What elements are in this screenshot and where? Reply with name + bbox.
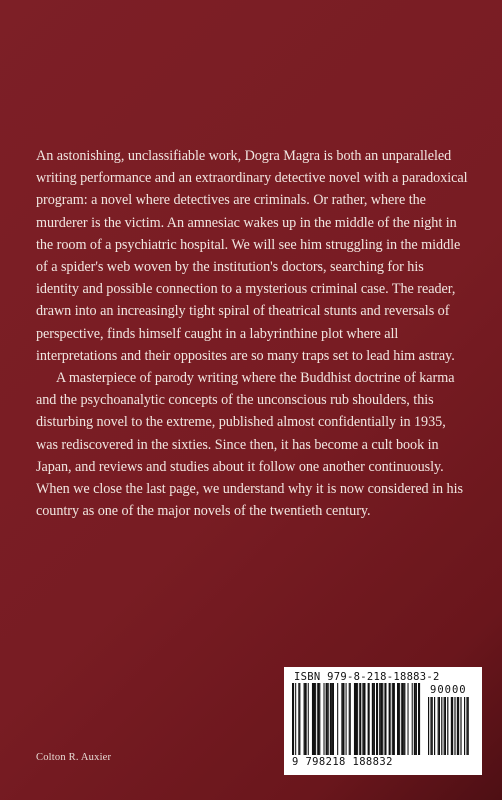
blurb-paragraph-2: A masterpiece of parody writing where the Buddhist doctrine of karma and the psychoanalytic concepts of the unconscious rub shoulders, this disturbing novel to the extreme, published almost confidentially in 1935, was rediscovered in the sixties. Since then, it has become a cult book in Japan, and reviews and studies about it follow one another continuously. When we close the last page, we understand why it is now considered in his country as one of the major novels of the twentieth century. bbox=[36, 370, 463, 520]
isbn-barcode bbox=[284, 667, 482, 775]
blurb-text bbox=[36, 145, 468, 522]
isbn-label: ISBN 979-8-218-18883-2 bbox=[294, 671, 440, 683]
barcode-addon-number: 90000 bbox=[430, 684, 467, 696]
barcode-bars bbox=[292, 683, 472, 755]
blurb-paragraph-1: An astonishing, unclassifiable work, Dogra Magra is both an unparalleled writing performance and an extraordinary detective novel with a paradoxical program: a novel where detectives are criminals. Or rather, where the murderer is the victim. An amnesiac wakes up in the middle of the night in the room of a psychiatric hospital. We will see him struggling in the middle of a spider's web woven by the institution's doctors, searching for his identity and possible connection to a mysterious criminal case. The reader, drawn into an increasingly tight spiral of theatrical stunts and reversals of perspective, finds himself caught in a labyrinthine plot where all interpretations and their opposites are so many traps set to lead him astray. bbox=[36, 148, 468, 364]
barcode-digits: 9 798218 188832 bbox=[292, 756, 393, 768]
author-name: Colton R. Auxier bbox=[36, 752, 112, 763]
